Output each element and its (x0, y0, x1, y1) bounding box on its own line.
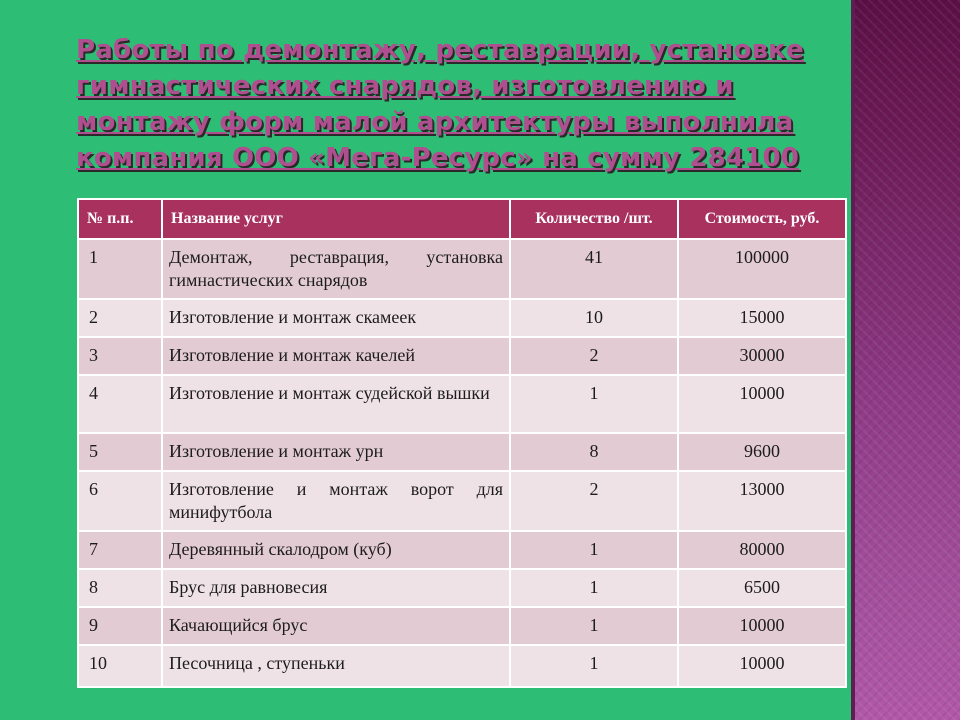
cell-number: 9 (78, 607, 162, 645)
cell-quantity: 8 (510, 433, 678, 471)
cell-service-name: Изготовление и монтаж судейской вышки (162, 375, 510, 433)
cell-number: 4 (78, 375, 162, 433)
cell-number: 8 (78, 569, 162, 607)
side-panel-decoration (855, 0, 960, 720)
cell-quantity: 10 (510, 299, 678, 337)
cell-service-name: Изготовление и монтаж ворот для минифутбола (162, 471, 510, 531)
cell-number: 10 (78, 645, 162, 687)
cell-quantity: 41 (510, 239, 678, 299)
table-header-row (78, 199, 846, 239)
table-row (78, 299, 846, 337)
cell-number: 7 (78, 531, 162, 569)
cell-service-name: Изготовление и монтаж качелей (162, 337, 510, 375)
cell-service-name: Изготовление и монтаж урн (162, 433, 510, 471)
header-quantity: Количество /шт. (510, 199, 678, 239)
cell-cost: 10000 (678, 645, 846, 687)
cell-cost: 13000 (678, 471, 846, 531)
cell-cost: 6500 (678, 569, 846, 607)
cell-quantity: 1 (510, 375, 678, 433)
cell-service-name: Деревянный скалодром (куб) (162, 531, 510, 569)
table-row (78, 607, 846, 645)
table-row (78, 645, 846, 687)
cell-quantity: 1 (510, 645, 678, 687)
table-row (78, 375, 846, 433)
services-table-container (77, 198, 845, 688)
cell-quantity: 1 (510, 607, 678, 645)
cell-service-name: Качающийся брус (162, 607, 510, 645)
cell-cost: 80000 (678, 531, 846, 569)
table-row (78, 337, 846, 375)
cell-service-name: Брус для равновесия (162, 569, 510, 607)
header-cost: Стоимость, руб. (678, 199, 846, 239)
table-row (78, 531, 846, 569)
cell-cost: 10000 (678, 607, 846, 645)
cell-cost: 10000 (678, 375, 846, 433)
table-row (78, 239, 846, 299)
cell-cost: 30000 (678, 337, 846, 375)
cell-quantity: 2 (510, 337, 678, 375)
cell-cost: 15000 (678, 299, 846, 337)
cell-cost: 9600 (678, 433, 846, 471)
cell-number: 2 (78, 299, 162, 337)
header-service-name: Название услуг (162, 199, 510, 239)
cell-number: 1 (78, 239, 162, 299)
cell-number: 6 (78, 471, 162, 531)
cell-service-name: Демонтаж, реставрация, установка гимнастических снарядов (162, 239, 510, 299)
table-row (78, 471, 846, 531)
cell-service-name: Изготовление и монтаж скамеек (162, 299, 510, 337)
cell-cost: 100000 (678, 239, 846, 299)
header-number: № п.п. (78, 199, 162, 239)
table-row (78, 569, 846, 607)
cell-quantity: 1 (510, 569, 678, 607)
cell-service-name: Песочница , ступеньки (162, 645, 510, 687)
cell-number: 3 (78, 337, 162, 375)
slide-title: Работы по демонтажу, реставрации, установке гимнастических снарядов, изготовлению и монтажу форм малой архитектуры выполнила компания ООО «Мега-Ресурс» на сумму 284100 (76, 35, 804, 173)
cell-quantity: 2 (510, 471, 678, 531)
cell-number: 5 (78, 433, 162, 471)
table-row (78, 433, 846, 471)
services-table (77, 198, 847, 688)
cell-quantity: 1 (510, 531, 678, 569)
